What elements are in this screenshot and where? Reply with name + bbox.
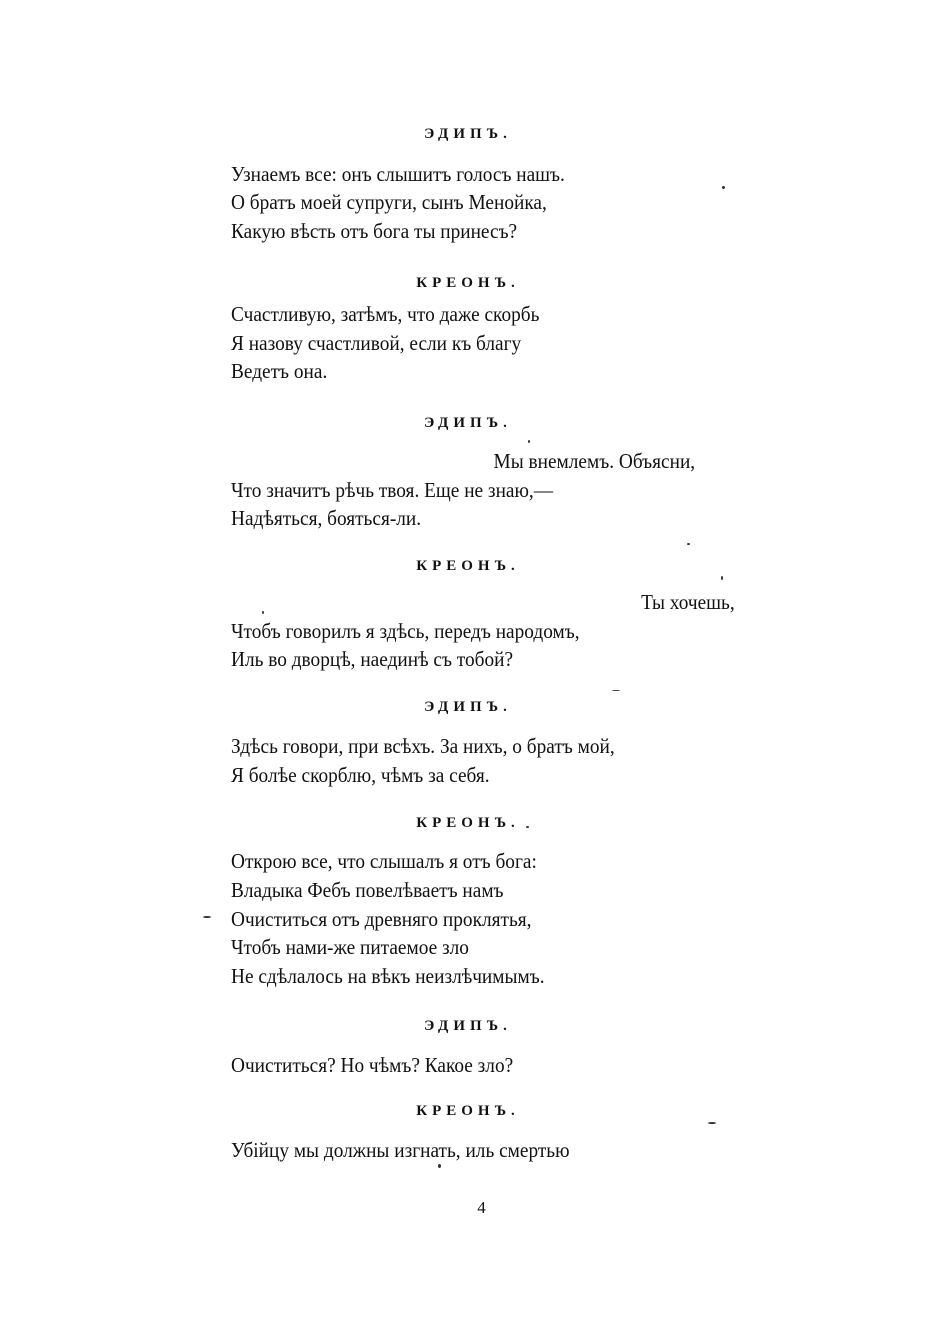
speaker-heading: КРЕОНЪ. [416,1103,520,1119]
verse-line: Очиститься отъ древняго проклятья, [231,907,532,931]
verse-line: О братъ моей супруги, сынъ Менойка, [231,190,547,214]
verse-line: Я болѣе скорблю, чѣмъ за себя. [231,763,490,787]
verse-line: Чтобъ нами-же питаемое зло [231,935,469,959]
scan-speck [687,543,690,545]
scan-speck [721,576,723,580]
verse-line: Не сдѣлалось на вѣкъ неизлѣчимымъ. [231,964,545,988]
verse-line: Иль во дворцѣ, наединѣ съ тобой? [231,647,514,671]
scan-speck [722,186,725,189]
scan-speck [203,916,211,918]
page-number: 4 [477,1198,486,1217]
verse-line: Какую вѣсть отъ бога ты принесъ? [231,219,518,243]
scan-speck [528,440,530,443]
scan-speck [262,611,264,614]
verse-line: Узнаемъ все: онъ слышитъ голосъ нашъ. [231,162,565,186]
speaker-heading: КРЕОНЪ. [416,815,520,831]
speaker-heading: КРЕОНЪ. [416,558,520,574]
verse-line: Открою все, что слышалъ я отъ бога: [231,849,537,873]
speaker-heading: ЭДИПЪ. [424,415,512,431]
speaker-heading: ЭДИПЪ. [424,1018,512,1034]
scan-speck [612,690,620,691]
verse-line: Что значитъ рѣчь твоя. Еще не знаю,— [231,478,554,502]
scan-speck [438,1164,441,1168]
scan-speck [526,826,529,828]
speaker-heading: ЭДИПЪ. [424,699,512,715]
verse-line: Надѣяться, бояться-ли. [231,506,422,530]
verse-line: Очиститься? Но чѣмъ? Какое зло? [231,1053,514,1077]
verse-line: Убійцу мы должны изгнать, иль смертью [231,1138,570,1162]
speaker-heading: КРЕОНЪ. [416,275,520,291]
verse-line: Ты хочешь, [641,590,735,614]
verse-line: Я назову счастливой, если къ благу [231,331,522,355]
verse-line: Счастливую, затѣмъ, что даже скорбь [231,302,540,326]
verse-line: Чтобъ говорилъ я здѣсь, передъ народомъ, [231,619,580,643]
speaker-heading: ЭДИПЪ. [424,126,512,142]
scan-speck [708,1122,716,1124]
verse-line: Ведетъ она. [231,359,328,383]
verse-line: Владыка Фебъ повелѣваетъ намъ [231,878,504,902]
verse-line: Мы внемлемъ. Объясни, [493,449,695,473]
verse-line: Здѣсь говори, при всѣхъ. За нихъ, о братъ мой, [231,734,615,758]
